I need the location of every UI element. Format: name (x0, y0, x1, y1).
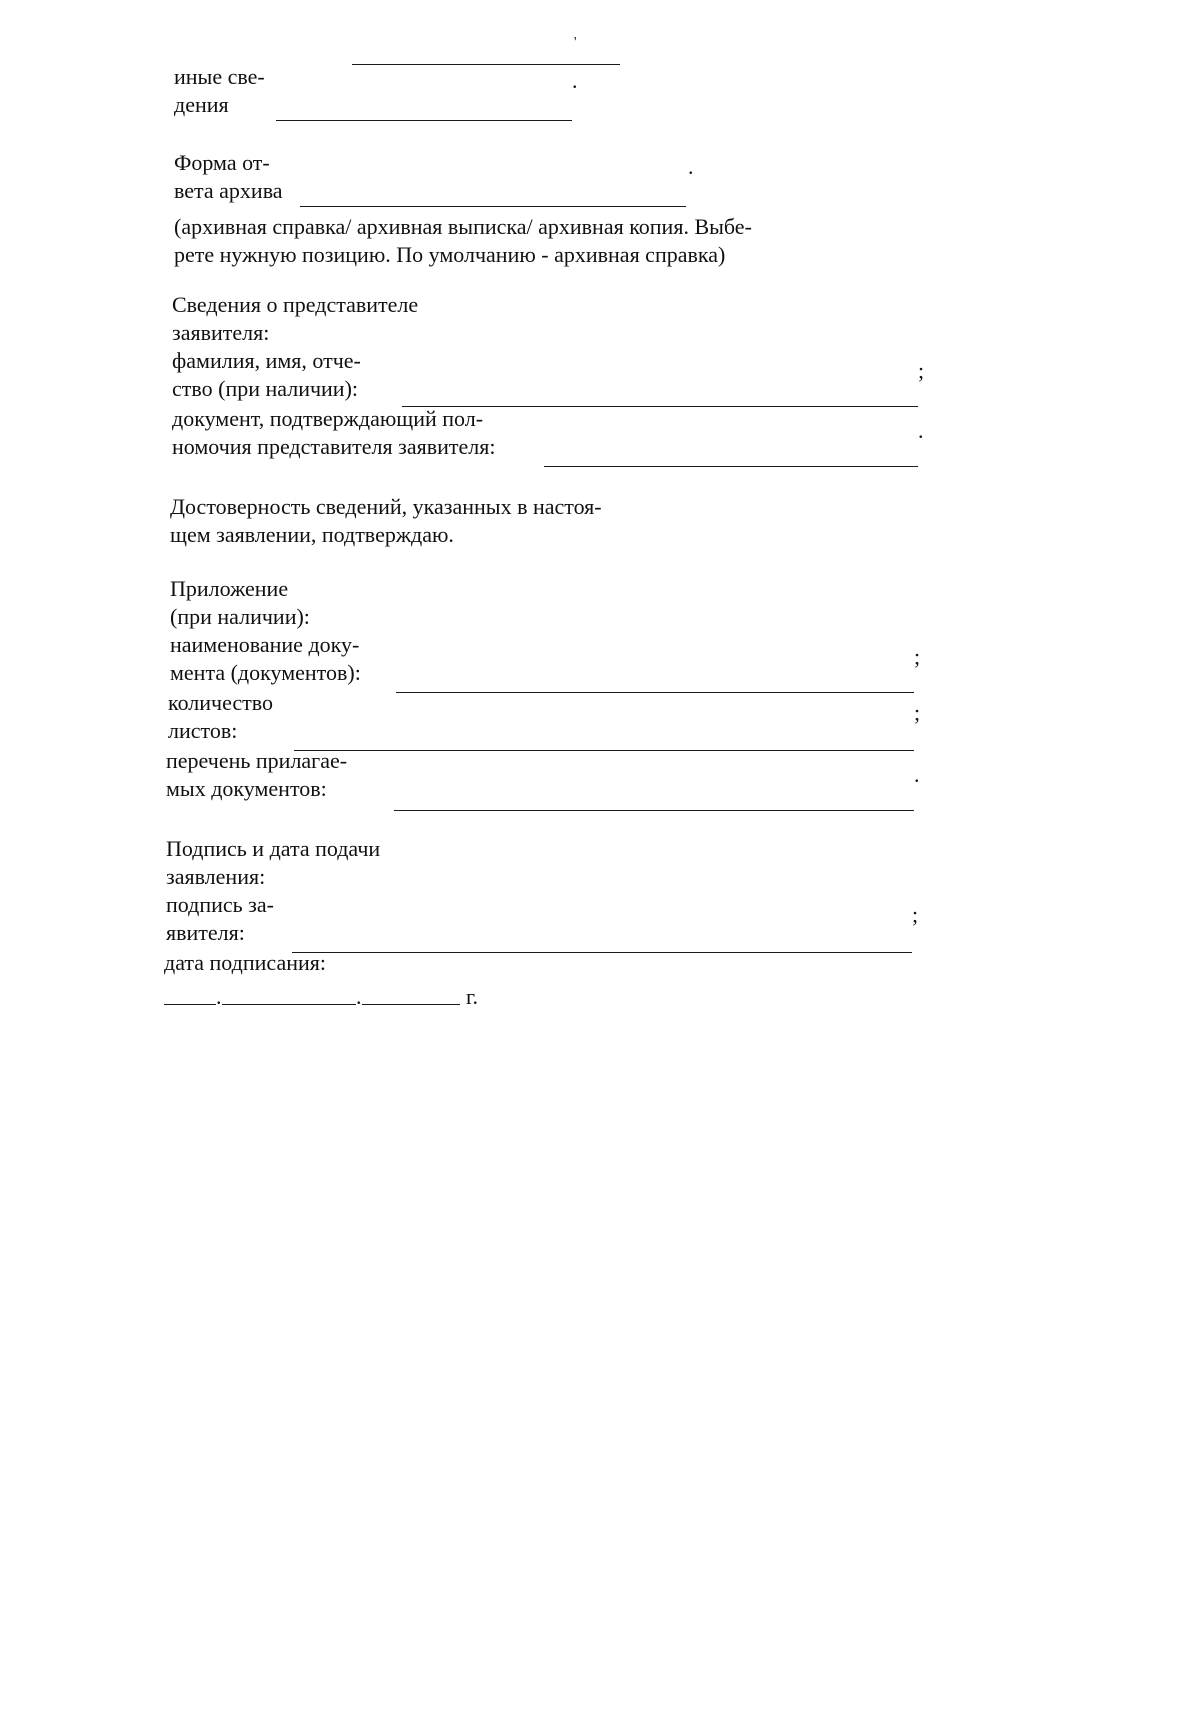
representative-name-end: ; (918, 358, 925, 383)
representative-doc-field[interactable] (544, 466, 918, 467)
representative-heading-2: заявителя: (172, 320, 270, 345)
answer-form-hint-1: (архивная справка/ архивная выписка/ архивная копия. Выбе- (174, 214, 752, 239)
representative-name-label-1: фамилия, имя, отче- (172, 348, 361, 373)
answer-form-hint-2: рете нужную позицию. По умолчанию - архивная справка) (174, 242, 726, 267)
signature-sign-label-2: явителя: (166, 920, 245, 945)
attachment-docname-label-1: наименование доку- (170, 632, 360, 657)
attachment-docname-end: ; (914, 644, 921, 669)
attachment-docname-label-2: мента (документов): (170, 660, 361, 685)
representative-doc-end: . (918, 418, 924, 443)
representative-doc-label-1: документ, подтверждающий пол- (172, 406, 484, 431)
representative-heading-1: Сведения о представителе (172, 292, 419, 317)
attachment-sheets-label-1: количество (168, 690, 274, 715)
attachment-list-label-1: перечень прилагае- (166, 748, 348, 773)
answer-form-label-2: вета архива (174, 178, 283, 203)
top-mark: ' (574, 35, 577, 50)
attachment-sheets-field[interactable] (294, 750, 914, 751)
other-info-label-1: иные све- (174, 64, 265, 89)
date-separator-2: . (356, 984, 362, 1009)
attachment-sheets-label-2: листов: (168, 718, 238, 743)
date-month-field[interactable] (222, 1004, 356, 1005)
representative-name-label-2: ство (при наличии): (172, 376, 359, 401)
answer-form-dot: . (688, 154, 694, 179)
top-blank-line[interactable] (352, 64, 620, 65)
answer-form-label-1: Форма от- (174, 150, 270, 175)
attachment-heading-1: Приложение (170, 576, 289, 601)
other-info-label-2: дения (174, 92, 229, 117)
signature-sign-label-1: подпись за- (166, 892, 274, 917)
attachment-list-field[interactable] (394, 810, 914, 811)
answer-form-field[interactable] (300, 206, 686, 207)
date-year-suffix: г. (466, 984, 479, 1009)
date-separator-1: . (216, 984, 222, 1009)
attachment-list-end: . (914, 762, 920, 787)
confirmation-line-1: Достоверность сведений, указанных в настоя- (170, 494, 602, 519)
signature-heading-2: заявления: (166, 864, 266, 889)
representative-doc-label-2: номочия представителя заявителя: (172, 434, 496, 459)
signature-heading-1: Подпись и дата подачи (166, 836, 381, 861)
attachment-heading-2: (при наличии): (170, 604, 310, 629)
other-info-field[interactable] (276, 120, 572, 121)
signature-sign-field[interactable] (292, 952, 912, 953)
date-year-field[interactable] (362, 1004, 460, 1005)
attachment-list-label-2: мых документов: (166, 776, 327, 801)
other-info-dot: . (572, 68, 578, 93)
signature-sign-end: ; (912, 902, 919, 927)
attachment-docname-field[interactable] (396, 692, 914, 693)
attachment-sheets-end: ; (914, 700, 921, 725)
confirmation-line-2: щем заявлении, подтверждаю. (170, 522, 454, 547)
signature-date-label: дата подписания: (164, 950, 326, 975)
date-day-field[interactable] (164, 1004, 216, 1005)
